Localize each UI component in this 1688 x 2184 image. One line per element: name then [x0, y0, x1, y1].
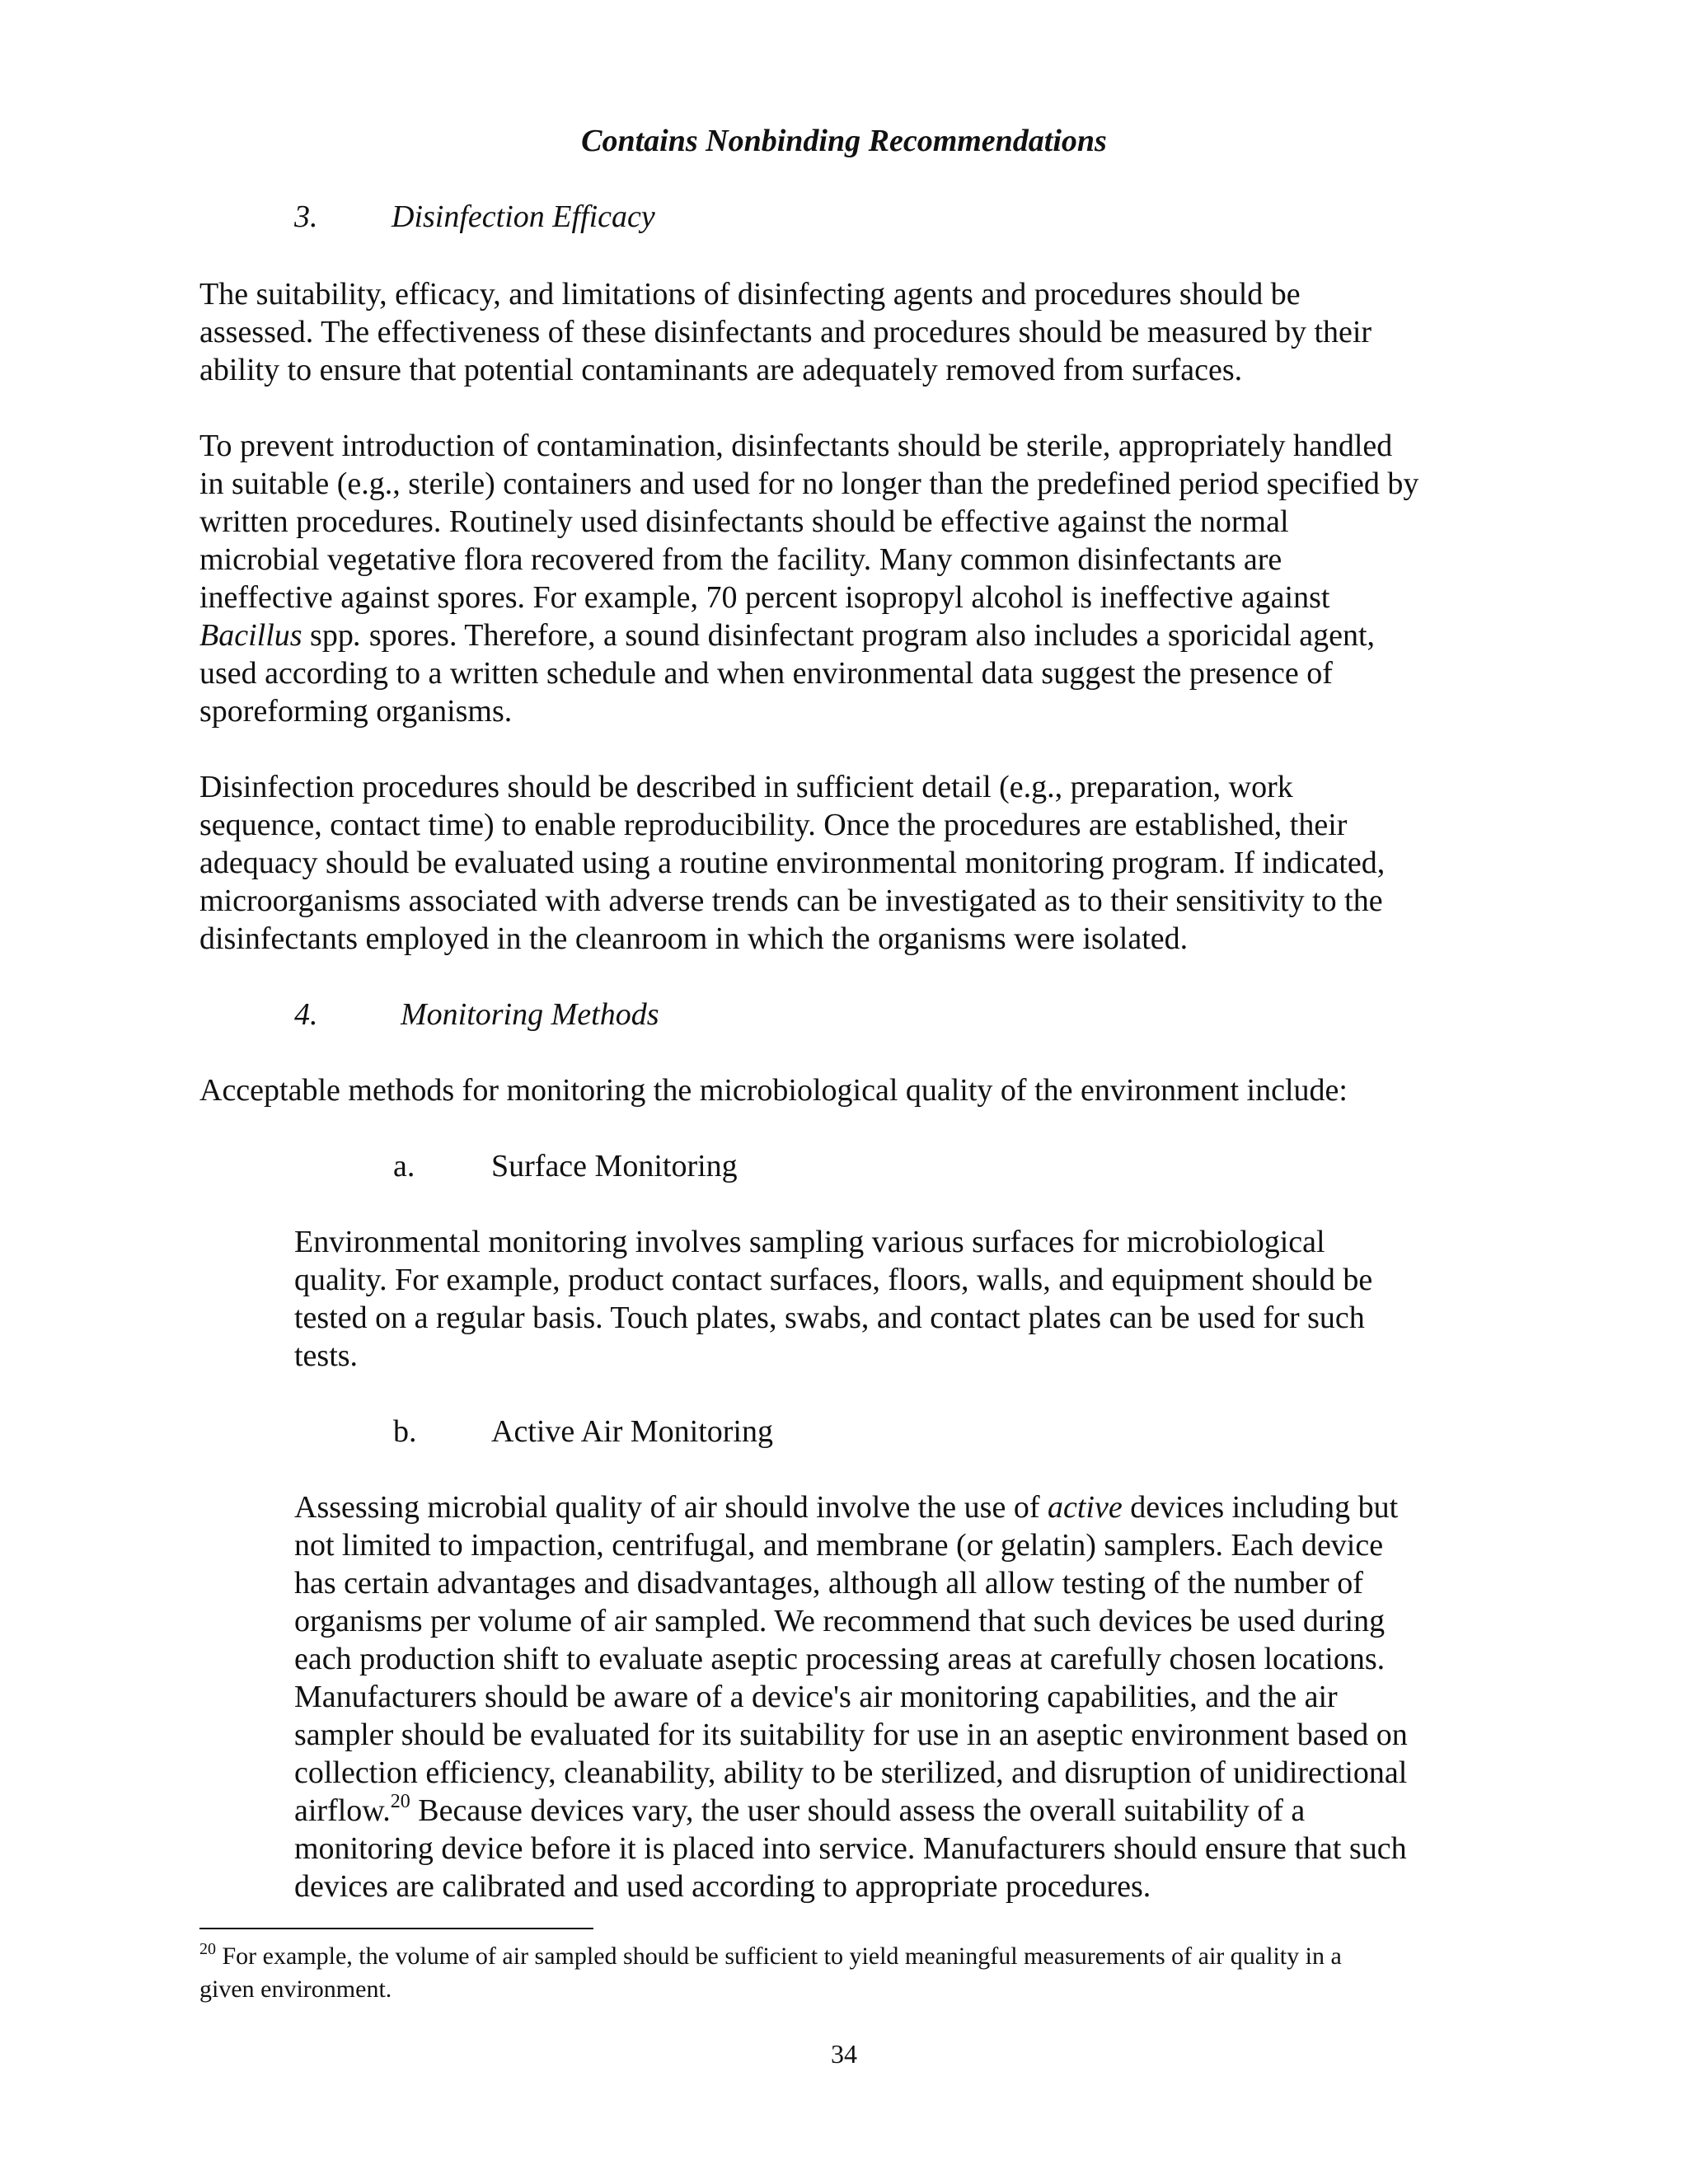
paragraph-line: sampler should be evaluated for its suitability for use in an aseptic environment based on: [294, 1718, 1408, 1752]
spp-text: spp: [302, 618, 354, 653]
paragraph-line: To prevent introduction of contamination, disinfectants should be sterile, appropriately handled: [199, 429, 1393, 463]
paragraph-line: sporeforming organisms.: [199, 694, 513, 729]
paragraph-line: adequacy should be evaluated using a routine environmental monitoring program. If indicated,: [199, 846, 1386, 880]
bacillus-term: Bacillus: [199, 618, 302, 653]
section-4-intro: [199, 1071, 1348, 1109]
page-number: 34: [831, 2039, 857, 2069]
paragraph-line: tests.: [294, 1338, 359, 1373]
paragraph-line: written procedures. Routinely used disinfectants should be effective against the normal: [199, 504, 1289, 539]
paragraph-line: ability to ensure that potential contaminants are adequately removed from surfaces.: [199, 353, 1243, 387]
paragraph-line: assessed. The effectiveness of these disinfectants and procedures should be measured by their: [199, 315, 1372, 349]
paragraph-line: tested on a regular basis. Touch plates, swabs, and contact plates can be used for such: [294, 1301, 1365, 1335]
subsection-a-heading: [393, 1147, 888, 1185]
bacillus-tail: spores. Therefore, a sound disinfectant program also includes a sporicidal agent,: [361, 618, 1376, 653]
paragraph-line: collection efficiency, cleanability, ability to be sterilized, and disruption of unidirectional: [294, 1755, 1408, 1790]
paragraph-line: organisms per volume of air sampled. We recommend that such devices be used during: [294, 1604, 1386, 1638]
paragraph-line: used according to a written schedule and when environmental data suggest the presence of: [199, 656, 1333, 691]
section-4-title: Monitoring Methods: [401, 997, 659, 1032]
active-term: active: [1047, 1490, 1123, 1525]
paragraph-line: ineffective against spores. For example, 70 percent isopropyl alcohol is ineffective against: [199, 580, 1330, 615]
paragraph-line: not limited to impaction, centrifugal, and membrane (or gelatin) samplers. Each device: [294, 1528, 1384, 1563]
paragraph-line: microorganisms associated with adverse trends can be investigated as to their sensitivity to the: [199, 883, 1383, 918]
paragraph-line: each production shift to evaluate aseptic processing areas at carefully chosen locations.: [294, 1642, 1386, 1676]
section-3-title: Disinfection Efficacy: [392, 199, 655, 234]
paragraph-line: Manufacturers should be aware of a device's air monitoring capabilities, and the air: [294, 1680, 1338, 1714]
paragraph-line: disinfectants employed in the cleanroom in which the organisms were isolated.: [199, 921, 1189, 956]
section-3-heading: [294, 198, 789, 236]
footnote-separator: [199, 1928, 593, 1929]
section-4-heading: [294, 996, 789, 1033]
paragraph-line: [199, 616, 1418, 654]
subsection-b-letter: b.: [393, 1414, 417, 1449]
paragraph-line: microbial vegetative flora recovered from the facility. Many common disinfectants are: [199, 542, 1282, 577]
footnote: [199, 1940, 1342, 2006]
footnote-line: [199, 1940, 1342, 1973]
paragraph-line: The suitability, efficacy, and limitations of disinfecting agents and procedures should be: [199, 277, 1301, 312]
section-3-paragraph-3: [199, 768, 1385, 958]
footnote-number: 20: [199, 1940, 216, 1958]
spp-dot: .: [353, 618, 362, 653]
paragraph-line: monitoring device before it is placed into service. Manufacturers should ensure that such: [294, 1831, 1407, 1866]
section-3-paragraph-1: [199, 275, 1372, 389]
paragraph-line: sequence, contact time) to enable reproducibility. Once the procedures are established, their: [199, 808, 1348, 842]
subsection-a-letter: a.: [393, 1149, 415, 1183]
line1-post: devices including but: [1122, 1490, 1399, 1525]
subsection-b-paragraph: [294, 1488, 1408, 1905]
paragraph-line: [294, 1792, 1408, 1830]
paragraph-line: Disinfection procedures should be described in sufficient detail (e.g., preparation, work: [199, 770, 1293, 804]
footnote-reference[interactable]: 20: [390, 1791, 410, 1812]
subsection-a-title: Surface Monitoring: [491, 1149, 738, 1183]
section-3-number: 3.: [294, 199, 318, 234]
paragraph-line: has certain advantages and disadvantages, although all allow testing of the number of: [294, 1566, 1363, 1601]
airflow-post: Because devices vary, the user should assess the overall suitability of a: [410, 1793, 1306, 1828]
paragraph-line: quality. For example, product contact surfaces, floors, walls, and equipment should be: [294, 1263, 1373, 1297]
paragraph-line: [294, 1488, 1408, 1526]
paragraph-line: Environmental monitoring involves sampling various surfaces for microbiological: [294, 1225, 1325, 1259]
paragraph-line: devices are calibrated and used according to appropriate procedures.: [294, 1869, 1151, 1904]
section-3-paragraph-2: [199, 427, 1418, 730]
subsection-b-title: Active Air Monitoring: [491, 1414, 773, 1449]
airflow-text: airflow.: [294, 1793, 391, 1828]
footnote-text: For example, the volume of air sampled should be sufficient to yield meaningful measurements of air quality in a: [216, 1943, 1342, 1970]
subsection-b-heading: [393, 1413, 888, 1451]
paragraph-line: Acceptable methods for monitoring the microbiological quality of the environment include:: [199, 1073, 1348, 1108]
line1-pre: Assessing microbial quality of air should involve the use of: [294, 1490, 1048, 1525]
footnote-line: given environment.: [199, 1975, 392, 2003]
paragraph-line: in suitable (e.g., sterile) containers and used for no longer than the predefined period specified by: [199, 466, 1419, 501]
section-4-number: 4.: [294, 997, 318, 1032]
page-header: Contains Nonbinding Recommendations: [581, 124, 1107, 158]
subsection-a-paragraph: [294, 1223, 1372, 1375]
